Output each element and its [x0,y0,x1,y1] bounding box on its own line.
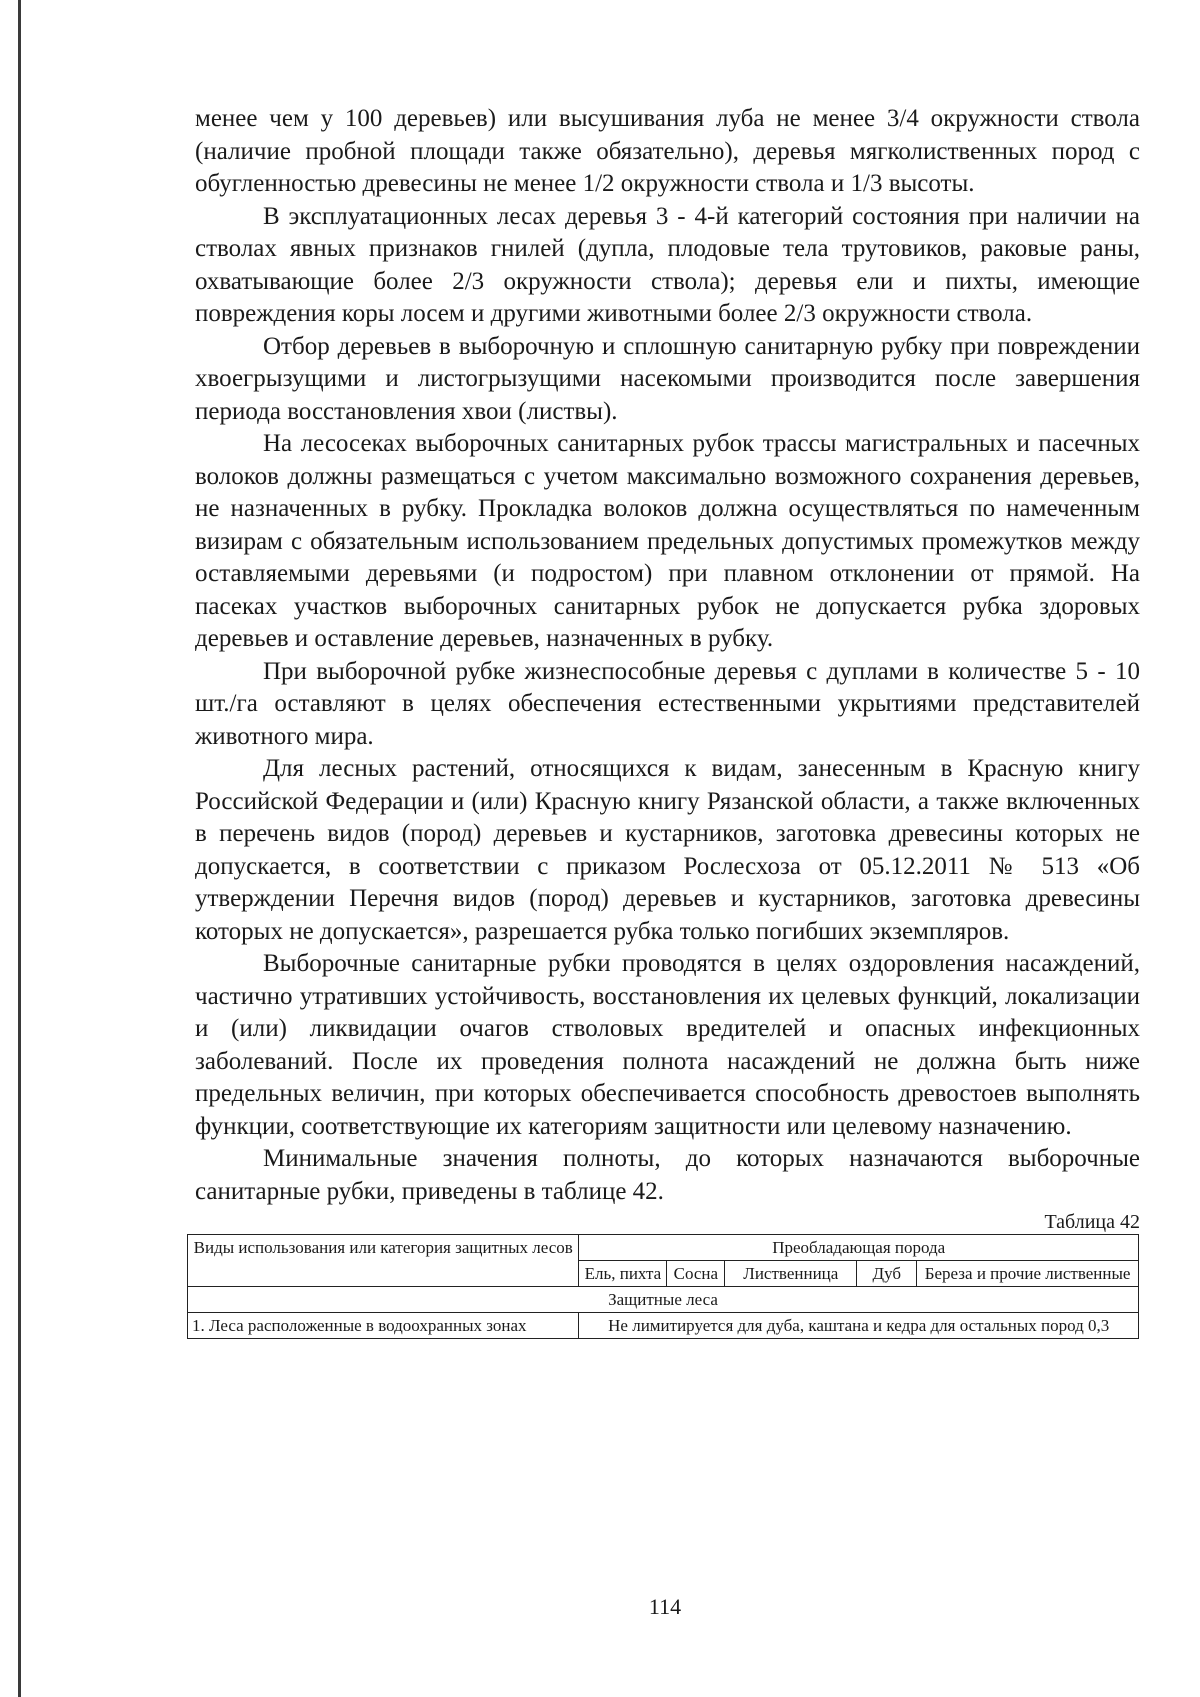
header-species-birch: Береза и прочие лиственные [917,1261,1139,1287]
minimum-density-table [187,1234,1139,1339]
paragraph-1: менее чем у 100 деревьев) или высушивания луба не менее 3/4 окружности ствола (наличие пробной площади также обязательно), деревья мягколиственных пород с обугленностью древесины не менее 1/2 окружности ствола и 1/3 высоты. [195,105,1140,197]
page-left-edge [18,0,21,1697]
section-protective-forests: Защитные леса [188,1287,1139,1313]
paragraph-6: Для лесных растений, относящихся к видам, занесенным в Красную книгу Российской Федерации и (или) Красную книгу Рязанской области, а также включенных в перечень видов (пород) деревьев и кустарников, заготовка древесины которых не допускается, в соответствии с приказом Рослесхоза от 05.12.2011 № 513 «Об утверждении Перечня видов (пород) деревьев и кустарников, заготовка древесины которых не допускается», разрешается рубка только погибших экземпляров. [195,755,1140,945]
row-value: Не лимитируется для дуба, каштана и кедра для остальных пород 0,3 [579,1313,1139,1339]
paragraph-2: В эксплуатационных лесах деревья 3 - 4-й категорий состояния при наличии на стволах явных признаков гнилей (дупла, плодовые тела трутовиков, раковые раны, охватывающие более 2/3 окружности ствола); деревья ели и пихты, имеющие повреждения коры лосем и другими животными более 2/3 окружности ствола. [195,202,1140,327]
page-number: 114 [648,1594,682,1619]
table-caption: Таблица 42 [1044,1211,1140,1233]
header-species-pine: Сосна [667,1261,725,1287]
header-usage-type: Виды использования или категория защитных лесов [188,1235,579,1287]
paragraph-4: На лесосеках выборочных санитарных рубок трассы магистральных и пасечных волоков должны размещаться с учетом максимально возможного сохранения деревьев, не назначенных в рубку. Прокладка волоков должна осуществляться по намеченным визирам с обязательным использованием предельных допустимых промежутков между оставляемыми деревьями (и подростом) при плавном отклонении от прямой. На пасеках участков выборочных санитарных рубок не допускается рубка здоровых деревьев и оставление деревьев, назначенных в рубку. [195,430,1140,652]
header-species-larch: Лиственница [725,1261,857,1287]
header-species-oak: Дуб [857,1261,917,1287]
table-header-row [188,1235,1139,1261]
header-dominant-species: Преобладающая порода [579,1235,1139,1261]
table-row [188,1313,1139,1339]
paragraph-5: При выборочной рубке жизнеспособные деревья с дуплами в количестве 5 - 10 шт./га оставляют в целях обеспечения естественными укрытиями представителей животного мира. [195,657,1140,750]
row-label: 1. Леса расположенные в водоохранных зонах [188,1313,579,1339]
table-section-row [188,1287,1139,1313]
header-species-spruce: Ель, пихта [579,1261,667,1287]
document-page [192,103,1140,1339]
paragraph-3: Отбор деревьев в выборочную и сплошную санитарную рубку при повреждении хвоегрызущими и листогрызущими насекомыми производится после завершения периода восстановления хвои (листвы). [195,332,1140,425]
paragraph-8: Минимальные значения полноты, до которых назначаются выборочные санитарные рубки, приведены в таблице 42. [195,1145,1140,1205]
paragraph-7: Выборочные санитарные рубки проводятся в целях оздоровления насаждений, частично утративших устойчивость, восстановления их целевых функций, локализации и (или) ликвидации очагов стволовых вредителей и опасных инфекционных заболеваний. После их проведения полнота насаждений не должна быть ниже предельных величин, при которых обеспечивается способность древостоев выполнять функции, соответствующие их категориям защитности или целевому назначению. [195,950,1140,1140]
